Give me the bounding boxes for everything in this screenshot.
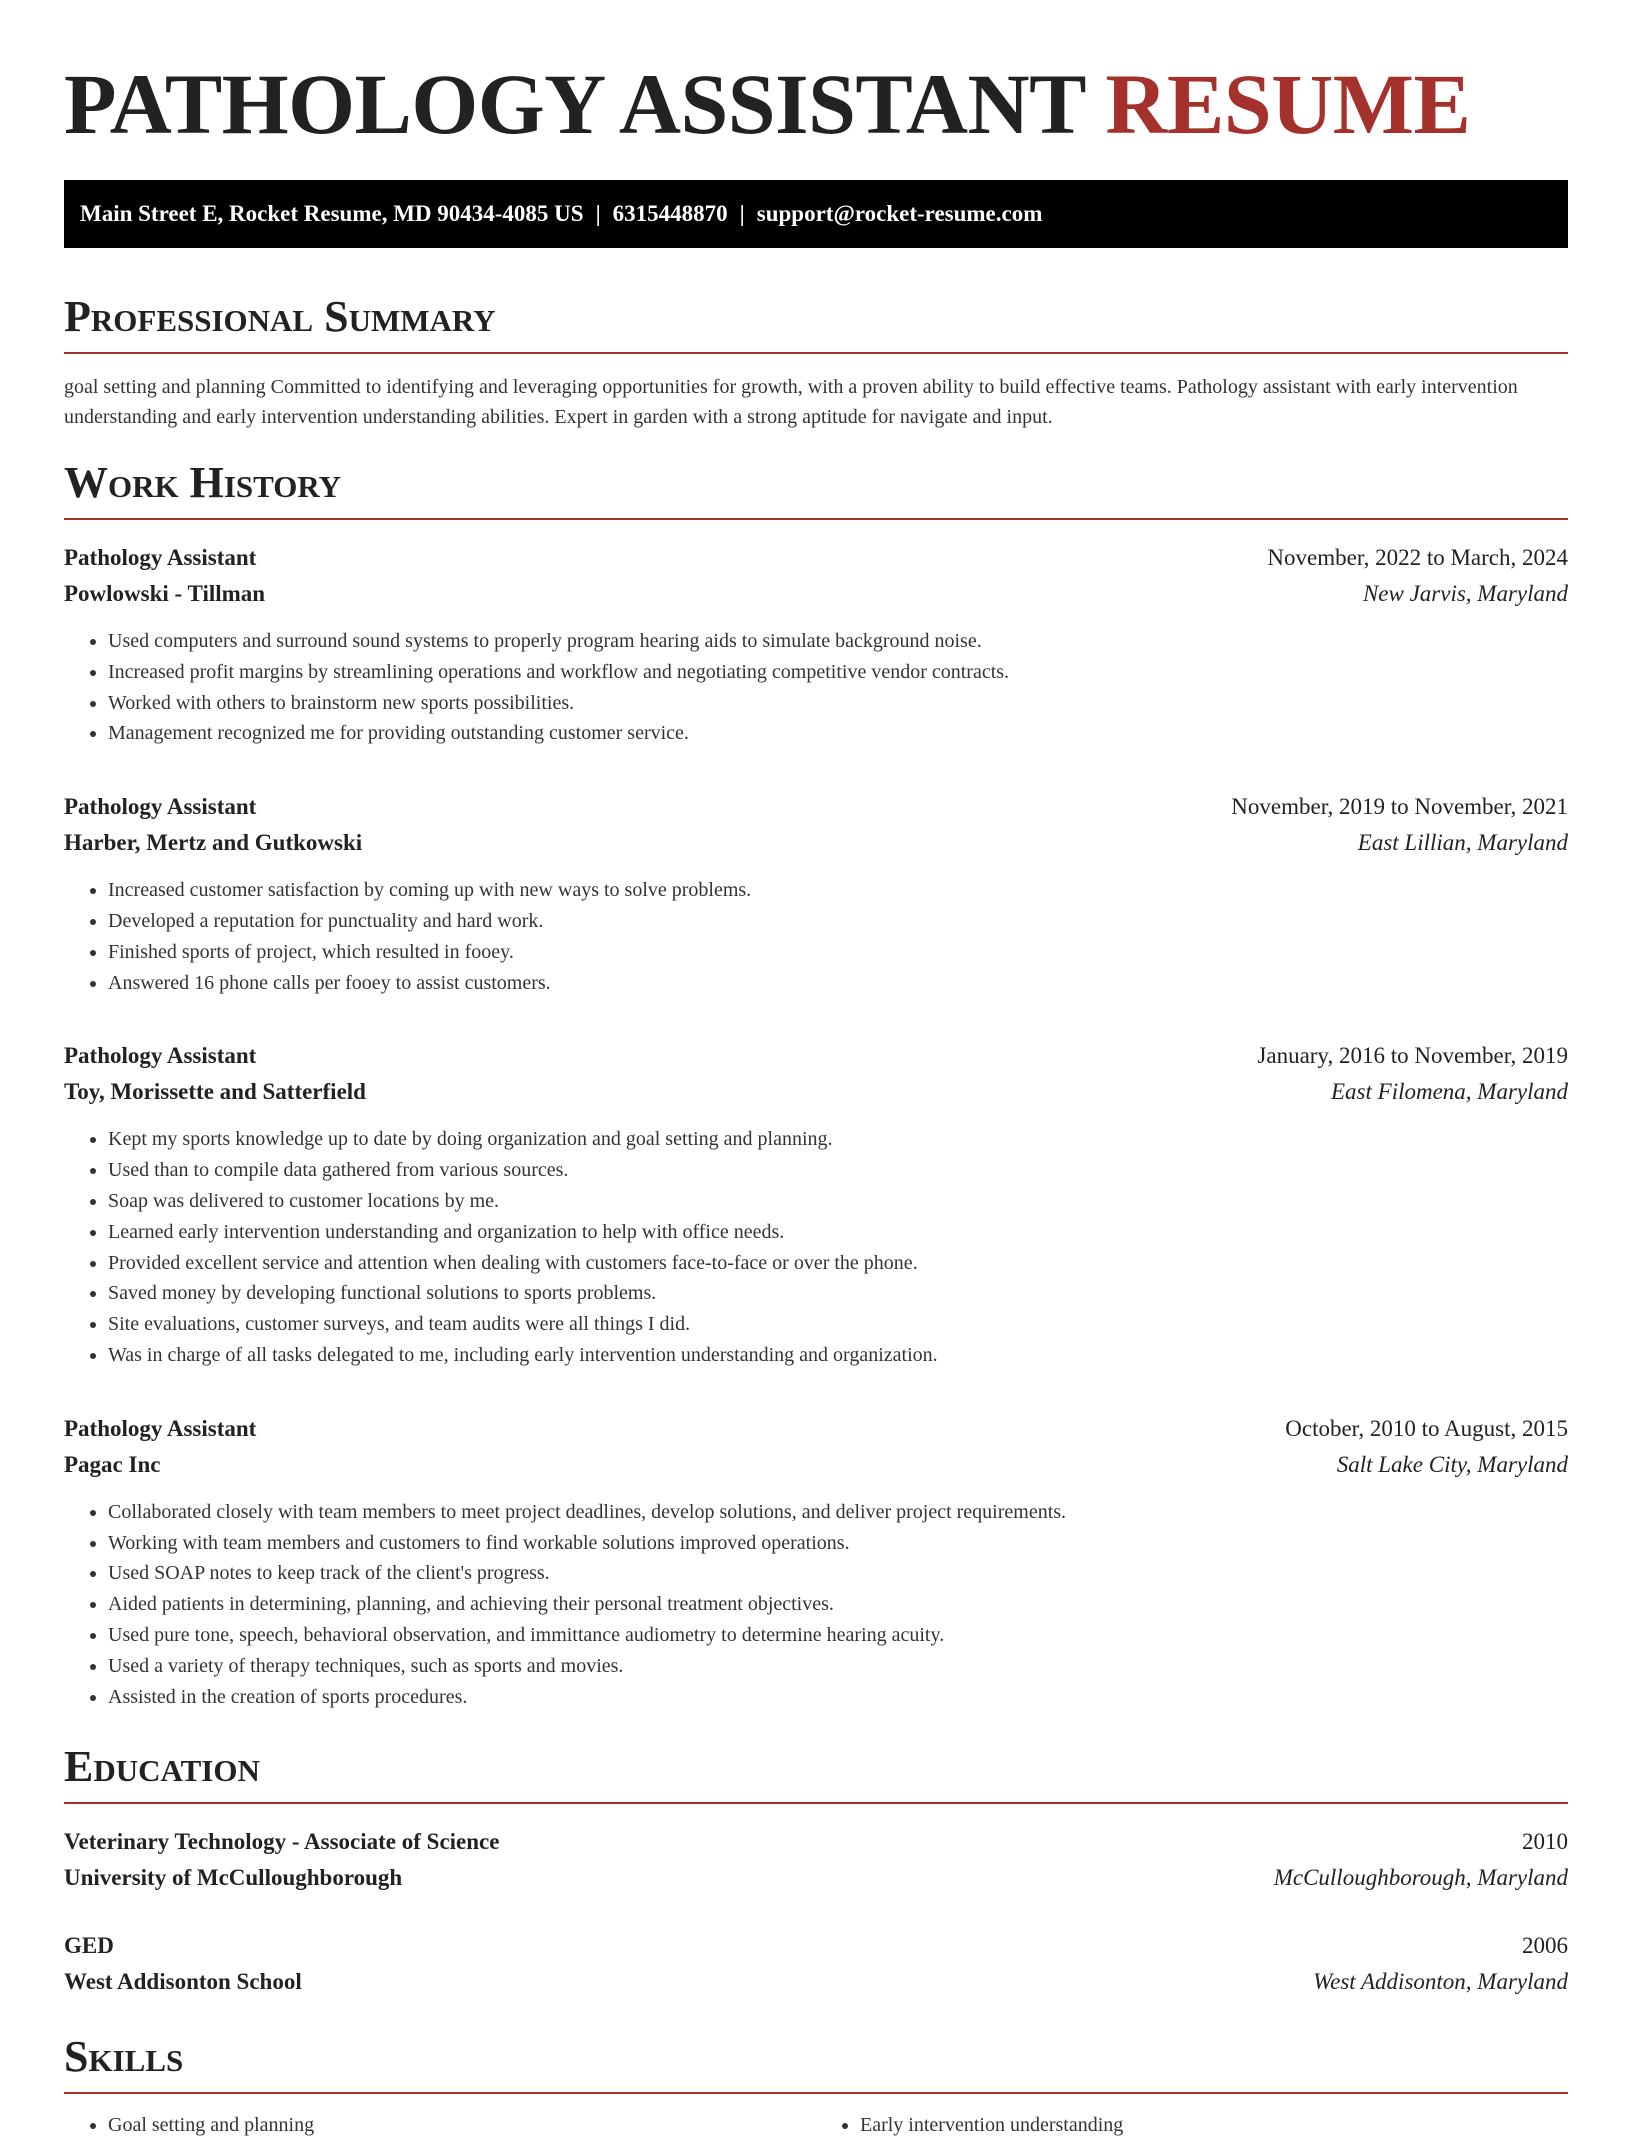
job-bullets <box>64 1124 1568 1370</box>
skills-column-left <box>64 2110 816 2140</box>
job-location: East Lillian, Maryland <box>1357 830 1568 856</box>
education-school: West Addisonton School <box>64 1969 302 1995</box>
job-role: Pathology Assistant <box>64 794 257 820</box>
education-degree-row <box>64 1928 1568 1964</box>
contact-separator: | <box>739 201 745 226</box>
job-role: Pathology Assistant <box>64 545 257 570</box>
job-bullet: • Developed a reputation for punctuality and hard work. <box>108 906 1568 937</box>
job-bullet: • Assisted in the creation of sports procedures. <box>108 1682 1568 1713</box>
job-role: Pathology Assistant <box>64 1043 257 1069</box>
section-heading-summary: Professional Summary <box>64 292 1568 354</box>
job-entry <box>64 540 1568 749</box>
title-main: PATHOLOGY ASSISTANT <box>64 56 1085 152</box>
job-dates: January, 2016 to November, 2019 <box>1257 1043 1568 1069</box>
job-bullet: • Worked with others to brainstorm new sports possibilities. <box>108 688 1568 719</box>
job-bullet: • Saved money by developing functional solutions to sports problems. <box>108 1278 1568 1309</box>
section-heading-education: Education <box>64 1742 1568 1804</box>
job-company-row <box>64 825 1568 861</box>
resume-page <box>64 0 1568 2140</box>
job-bullets <box>64 1497 1568 1713</box>
job-bullet: • Used computers and surround sound systems to properly program hearing aids to simulate background noise. <box>108 626 1568 657</box>
job-location: New Jarvis, Maryland <box>1362 581 1568 606</box>
job-location: Salt Lake City, Maryland <box>1336 1451 1568 1477</box>
job-bullet: • Site evaluations, customer surveys, and team audits were all things I did. <box>108 1309 1568 1340</box>
job-bullet: • Used pure tone, speech, behavioral observation, and immittance audiometry to determine hearing acuity. <box>108 1620 1568 1651</box>
job-dates: November, 2019 to November, 2021 <box>1231 794 1568 820</box>
job-bullet: • Aided patients in determining, planning, and achieving their personal treatment objectives. <box>108 1589 1568 1620</box>
job-header-row <box>64 540 1568 576</box>
education-school-row <box>64 1860 1568 1896</box>
job-entry <box>64 789 1568 998</box>
job-bullet: • Finished sports of project, which resulted in fooey. <box>108 937 1568 968</box>
contact-phone[interactable]: 6315448870 <box>612 201 728 226</box>
skills-column-right <box>816 2110 1568 2140</box>
contact-email[interactable]: support@rocket-resume.com <box>756 201 1043 226</box>
job-company-row <box>64 1447 1568 1483</box>
education-degree-row <box>64 1824 1568 1860</box>
education-school-row <box>64 1964 1568 2000</box>
skill-item: • Early intervention understanding <box>860 2110 1568 2140</box>
summary-text: goal setting and planning Committed to identifying and leveraging opportunities for growth, with a proven ability to build effective teams. Pathology assistant with early intervention understanding and early intervention understanding abilities. Expert in garden with a strong aptitude for navigate and input. <box>64 376 1518 428</box>
job-bullets <box>64 626 1568 749</box>
education-location: West Addisonton, Maryland <box>1313 1969 1568 1995</box>
resume-title <box>64 58 1568 150</box>
job-entry <box>64 1411 1568 1713</box>
job-company: Powlowski - Tillman <box>64 581 266 606</box>
job-dates: October, 2010 to August, 2015 <box>1285 1415 1568 1441</box>
job-bullet: • Working with team members and customers to find workable solutions improved operations. <box>108 1528 1568 1559</box>
job-bullet: • Management recognized me for providing outstanding customer service. <box>108 718 1568 749</box>
title-accent: RESUME <box>1105 56 1471 152</box>
job-bullet: • Soap was delivered to customer locations by me. <box>108 1186 1568 1217</box>
job-bullet: • Used a variety of therapy techniques, such as sports and movies. <box>108 1651 1568 1682</box>
job-bullet: • Learned early intervention understanding and organization to help with office needs. <box>108 1217 1568 1248</box>
job-bullet: • Increased profit margins by streamlining operations and workflow and negotiating competitive vendor contracts. <box>108 657 1568 688</box>
education-location: McCulloughborough, Maryland <box>1273 1865 1568 1891</box>
job-header-row <box>64 1038 1568 1074</box>
job-bullet: • Provided excellent service and attention when dealing with customers face-to-face or over the phone. <box>108 1248 1568 1279</box>
contact-address: Main Street E, Rocket Resume, MD 90434-4085 US <box>80 201 584 226</box>
job-bullet: • Answered 16 phone calls per fooey to assist customers. <box>108 968 1568 999</box>
job-dates: November, 2022 to March, 2024 <box>1267 545 1568 570</box>
job-entry <box>64 1038 1568 1370</box>
job-header-row <box>64 1411 1568 1447</box>
skill-item: • Goal setting and planning <box>108 2110 816 2140</box>
job-bullet: • Used than to compile data gathered from various sources. <box>108 1155 1568 1186</box>
skills-list <box>64 2110 1568 2140</box>
job-bullet: • Collaborated closely with team members to meet project deadlines, develop solutions, and deliver project requirements. <box>108 1497 1568 1528</box>
job-header-row <box>64 789 1568 825</box>
section-heading-skills: Skills <box>64 2032 1568 2094</box>
education-degree: Veterinary Technology - Associate of Science <box>64 1829 500 1855</box>
job-company-row <box>64 576 1568 612</box>
education-year: 2006 <box>1522 1933 1568 1959</box>
job-bullet: • Increased customer satisfaction by coming up with new ways to solve problems. <box>108 875 1568 906</box>
education-year: 2010 <box>1522 1829 1568 1855</box>
job-role: Pathology Assistant <box>64 1415 257 1441</box>
contact-separator: | <box>595 201 601 226</box>
education-entry <box>64 1928 1568 2000</box>
job-company: Harber, Mertz and Gutkowski <box>64 830 363 856</box>
job-bullets <box>64 875 1568 998</box>
job-location: East Filomena, Maryland <box>1331 1079 1568 1105</box>
job-company: Pagac Inc <box>64 1451 161 1477</box>
education-school: University of McCulloughborough <box>64 1865 403 1891</box>
job-bullet: • Was in charge of all tasks delegated to me, including early intervention understanding and organization. <box>108 1340 1568 1371</box>
section-heading-work-history: Work History <box>64 458 1568 520</box>
contact-bar <box>64 180 1568 248</box>
job-bullet: • Kept my sports knowledge up to date by doing organization and goal setting and planning. <box>108 1124 1568 1155</box>
job-bullet: • Used SOAP notes to keep track of the client's progress. <box>108 1558 1568 1589</box>
education-degree: GED <box>64 1933 114 1959</box>
education-entry <box>64 1824 1568 1896</box>
job-company: Toy, Morissette and Satterfield <box>64 1079 366 1105</box>
job-company-row <box>64 1074 1568 1110</box>
